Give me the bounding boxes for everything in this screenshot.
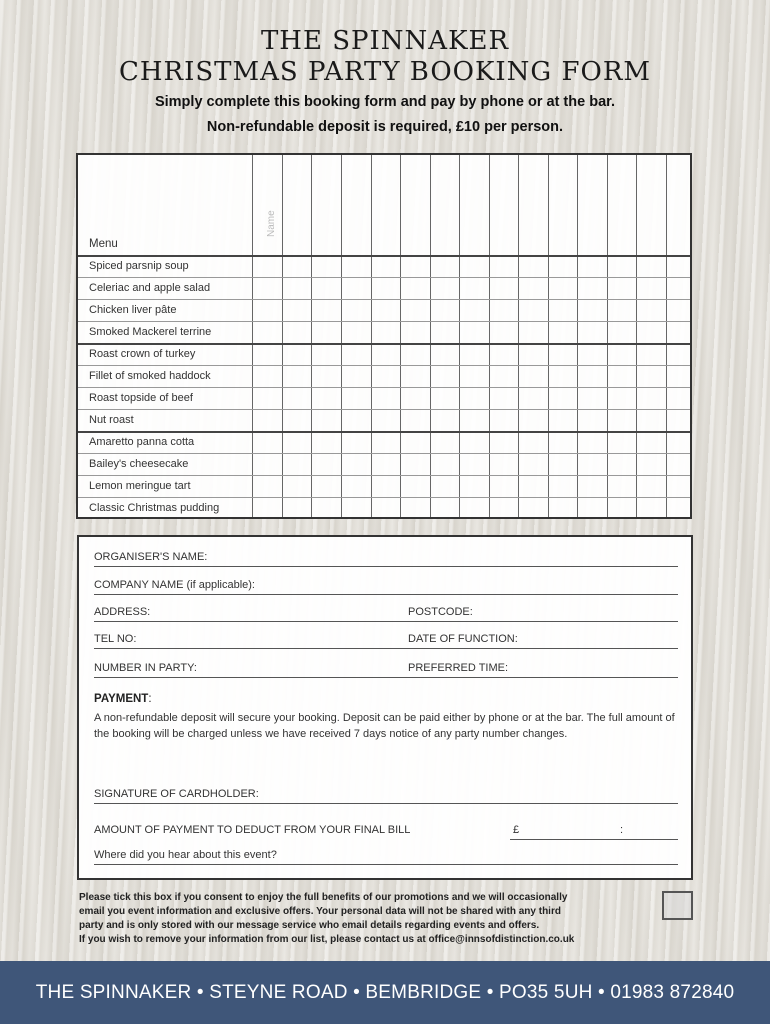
grid-row-line bbox=[78, 255, 690, 257]
grid-column-line bbox=[282, 155, 283, 517]
organiser-name-field[interactable] bbox=[94, 566, 678, 567]
tel-field[interactable] bbox=[94, 648, 678, 649]
deposit-note: Non-refundable deposit is required, £10 per person. bbox=[206, 119, 564, 135]
grid-column-line bbox=[400, 155, 401, 517]
grid-column-line bbox=[489, 155, 490, 517]
booking-details-form bbox=[77, 535, 693, 880]
grid-column-line bbox=[666, 155, 667, 517]
postcode-label: POSTCODE: bbox=[408, 606, 473, 618]
menu-item: Classic Christmas pudding bbox=[89, 502, 220, 514]
grid-column-line bbox=[577, 155, 578, 517]
menu-item: Roast crown of turkey bbox=[89, 348, 196, 360]
instructions-line-1: Simply complete this booking form and pay by phone or at the bar. bbox=[154, 94, 616, 110]
form-title: CHRISTMAS PARTY BOOKING FORM bbox=[118, 57, 652, 87]
number-in-party-label: NUMBER IN PARTY: bbox=[94, 662, 197, 674]
menu-item: Fillet of smoked haddock bbox=[89, 370, 211, 382]
menu-item: Roast topside of beef bbox=[89, 392, 193, 404]
grid-row-line bbox=[78, 321, 690, 322]
grid-column-line bbox=[430, 155, 431, 517]
menu-item: Amaretto panna cotta bbox=[89, 436, 195, 448]
signature-label: SIGNATURE OF CARDHOLDER: bbox=[94, 788, 259, 800]
grid-row-line bbox=[78, 299, 690, 300]
grid-column-line bbox=[252, 155, 253, 517]
referral-source-label: Where did you hear about this event? bbox=[94, 849, 277, 861]
amount-colon: : bbox=[620, 824, 624, 836]
amount-label: AMOUNT OF PAYMENT TO DEDUCT FROM YOUR FINAL BILL bbox=[94, 824, 411, 836]
name-row-header: Name bbox=[266, 210, 277, 237]
menu-item: Bailey's cheesecake bbox=[89, 458, 189, 470]
menu-item: Nut roast bbox=[89, 414, 134, 426]
amount-field[interactable] bbox=[510, 839, 678, 840]
marketing-consent-text: Please tick this box if you consent to enjoy the full benefits of our promotions and we will occasionally email you event information and exclusive offers. Your personal data will not be shared with any third party and is only stored with our message service who email details regarding events and offers. If you wish to remove your information from our list, please contact us at office@innsofdistinction.co.uk bbox=[79, 892, 575, 945]
menu-item: Lemon meringue tart bbox=[89, 480, 191, 492]
grid-row-line bbox=[78, 409, 690, 410]
menu-selection-table bbox=[76, 153, 692, 519]
pound-symbol: £ bbox=[513, 824, 520, 836]
number-in-party-field[interactable] bbox=[94, 677, 678, 678]
menu-column-header: Menu bbox=[89, 238, 118, 250]
company-name-field[interactable] bbox=[94, 594, 678, 595]
date-of-function-label: DATE OF FUNCTION: bbox=[408, 633, 518, 645]
grid-row-line bbox=[78, 431, 690, 433]
menu-item: Celeriac and apple salad bbox=[89, 282, 211, 294]
grid-column-line bbox=[341, 155, 342, 517]
grid-row-line bbox=[78, 475, 690, 476]
signature-field[interactable] bbox=[94, 803, 678, 804]
grid-row-line bbox=[78, 387, 690, 388]
menu-item: Spiced parsnip soup bbox=[89, 260, 189, 272]
referral-source-field[interactable] bbox=[94, 864, 678, 865]
grid-row-line bbox=[78, 343, 690, 345]
payment-terms: A non-refundable deposit will secure your booking. Deposit can be paid either by phone or at the bar. The full amount of the booking will be charged unless we have received 7 days notice of any party number changes. bbox=[94, 712, 675, 740]
consent-checkbox[interactable] bbox=[662, 891, 693, 920]
grid-column-line bbox=[548, 155, 549, 517]
grid-column-line bbox=[459, 155, 460, 517]
preferred-time-label: PREFERRED TIME: bbox=[408, 662, 509, 674]
grid-row-line bbox=[78, 277, 690, 278]
organiser-name-label: ORGANISER'S NAME: bbox=[94, 551, 208, 563]
footer-address-bar: THE SPINNAKER • STEYNE ROAD • BEMBRIDGE • PO35 5UH • 01983 872840 bbox=[0, 961, 770, 1024]
grid-column-line bbox=[607, 155, 608, 517]
form-title-venue: THE SPINNAKER bbox=[260, 26, 510, 56]
payment-heading: PAYMENT: bbox=[94, 693, 152, 705]
tel-label: TEL NO: bbox=[94, 633, 137, 645]
grid-row-line bbox=[78, 365, 690, 366]
menu-item: Smoked Mackerel terrine bbox=[89, 326, 212, 338]
company-name-label: COMPANY NAME (if applicable): bbox=[94, 579, 255, 591]
grid-column-line bbox=[371, 155, 372, 517]
grid-column-line bbox=[518, 155, 519, 517]
menu-item: Chicken liver pâte bbox=[89, 304, 177, 316]
grid-row-line bbox=[78, 453, 690, 454]
grid-column-line bbox=[311, 155, 312, 517]
grid-row-line bbox=[78, 497, 690, 498]
address-label: ADDRESS: bbox=[94, 606, 151, 618]
address-field[interactable] bbox=[94, 621, 678, 622]
grid-column-line bbox=[636, 155, 637, 517]
